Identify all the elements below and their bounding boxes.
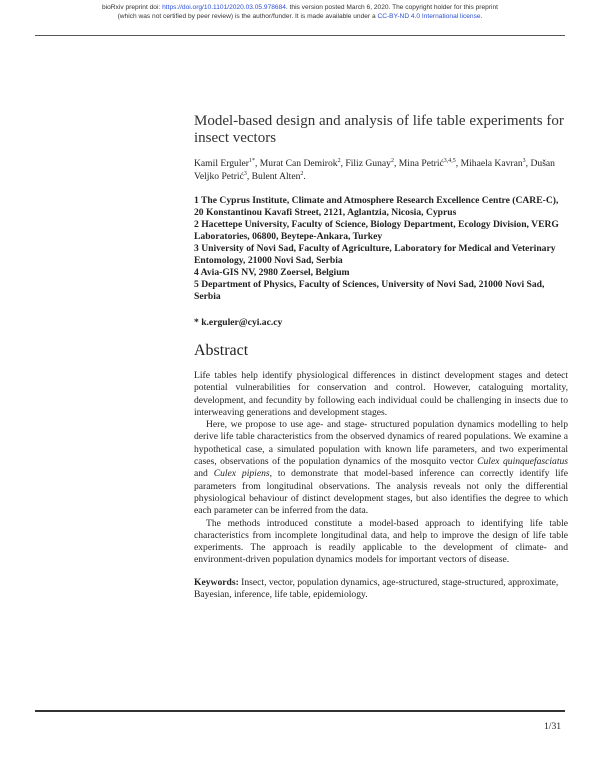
author-name: Kamil Erguler <box>194 158 249 169</box>
license-link[interactable]: CC-BY-ND 4.0 International license <box>377 12 481 20</box>
header-text: . <box>480 12 483 20</box>
author-name: Bulent Alten <box>251 170 301 182</box>
abstract-body <box>194 370 568 567</box>
page-number: 1/31 <box>544 721 562 732</box>
author-affiliation-mark: 1* <box>248 157 255 164</box>
author-list: Kamil Erguler$^{1*}$, Murat Can Demirok$^2$, Filiz Gunay$^2$, Mina Petrić$^{3,4,5}$, Mihaela Kavran$^3$, Dušan Veljko Petrić$^3$, Bulent Alten$^2$. <box>194 157 555 182</box>
author-name: Murat Can Demirok <box>259 158 338 169</box>
abstract-paragraph: Life tables help identify physiological differences in distinct development stages and detect potential vulnerabilities for conservation and control. However, cataloguing mortality, development, and fecundity by following each individual could be challenging in insects due to interweaving generations and development stages. <box>194 370 568 418</box>
keywords-label: Keywords: <box>194 576 239 588</box>
affiliation: 3 University of Novi Sad, Faculty of Agriculture, Laboratory for Medical and Veterinary Entomology, 21000 Novi Sad, Serbia <box>194 243 556 266</box>
author-name: Mihaela Kavran <box>460 158 523 169</box>
doi-link[interactable]: https://doi.org/10.1101/2020.03.05.978684 <box>162 4 286 11</box>
abstract-paragraph <box>194 419 568 517</box>
author-name: Mina Petrić <box>398 158 444 169</box>
preprint-header <box>0 4 600 21</box>
affiliation: 2 Hacettepe University, Faculty of Science, Biology Department, Ecology Division, VERG Laboratories, 06800, Beytepe-Ankara, Turkey <box>194 219 559 242</box>
paper-title: Model-based design and analysis of life table experiments for insect vectors <box>194 113 564 146</box>
author-name: Dušan Veljko Petrić <box>194 158 555 182</box>
keywords-list: Insect, vector, population dynamics, age-structured, stage-structured, approximate, Bayesian, inference, life table, epidemiology. <box>194 576 559 601</box>
text: and <box>194 468 214 480</box>
author-affiliation-mark: 3 <box>522 157 526 164</box>
author-affiliation-mark: 3,4,5 <box>443 157 456 164</box>
header-text: bioRxiv preprint doi: <box>102 4 163 11</box>
corresponding-email[interactable]: * k.erguler@cyi.ac.cy <box>194 317 283 328</box>
text: Here, we propose to use age- and stage- structured population dynamics modelling to help derive life table characteristics from the observed dynamics of reared populations. We examine a hypothetical case, a simulated population with known life parameters, and two experimental cases, observations of the population dynamics of the mosquito vector <box>194 419 568 468</box>
text: , to demonstrate that model-based inference can correctly identify life parameters from longitudinal observations. The analysis reveals not only the differential physiological behaviour of distinct development stages, but also identifies the degree to which each parameter can be inferred from the data. <box>194 468 568 517</box>
footer-divider <box>35 710 565 712</box>
author-affiliation-mark: 2 <box>300 170 304 177</box>
author-name: Filiz Gunay <box>345 158 391 169</box>
affiliation: 5 Department of Physics, Faculty of Sciences, University of Novi Sad, 21000 Novi Sad, Serbia <box>194 279 545 302</box>
abstract-heading: Abstract <box>194 342 249 359</box>
affiliation: 1 The Cyprus Institute, Climate and Atmosphere Research Excellence Centre (CARE-C), 20 Konstantinou Kavafi Street, 2121, Aglantzia, Nicosia, Cyprus <box>194 195 559 218</box>
author-affiliation-mark: 2 <box>337 157 341 164</box>
header-text: . this version posted March 6, 2020. The copyright holder for this preprint <box>285 4 498 11</box>
main-column <box>194 113 568 601</box>
author-affiliation-mark: 3 <box>243 170 247 177</box>
header-text: (which was not certified by peer review) is the author/funder. It is made available under a <box>117 12 378 20</box>
species-name: Culex pipiens <box>213 468 270 480</box>
keywords <box>194 577 568 602</box>
species-name: Culex quinquefasciatus <box>477 456 569 468</box>
author-affiliation-mark: 2 <box>390 157 394 164</box>
abstract-paragraph: The methods introduced constitute a model-based approach to identifying life table characteristics from incomplete longitudinal data, and help to improve the design of life table experiments. The approach is readily applicable to the development of climate- and environment-driven population dynamics models for important vectors of disease. <box>194 517 568 566</box>
affiliations <box>194 195 568 303</box>
header-divider <box>35 35 565 36</box>
affiliation: 4 Avia-GIS NV, 2980 Zoersel, Belgium <box>194 267 350 278</box>
